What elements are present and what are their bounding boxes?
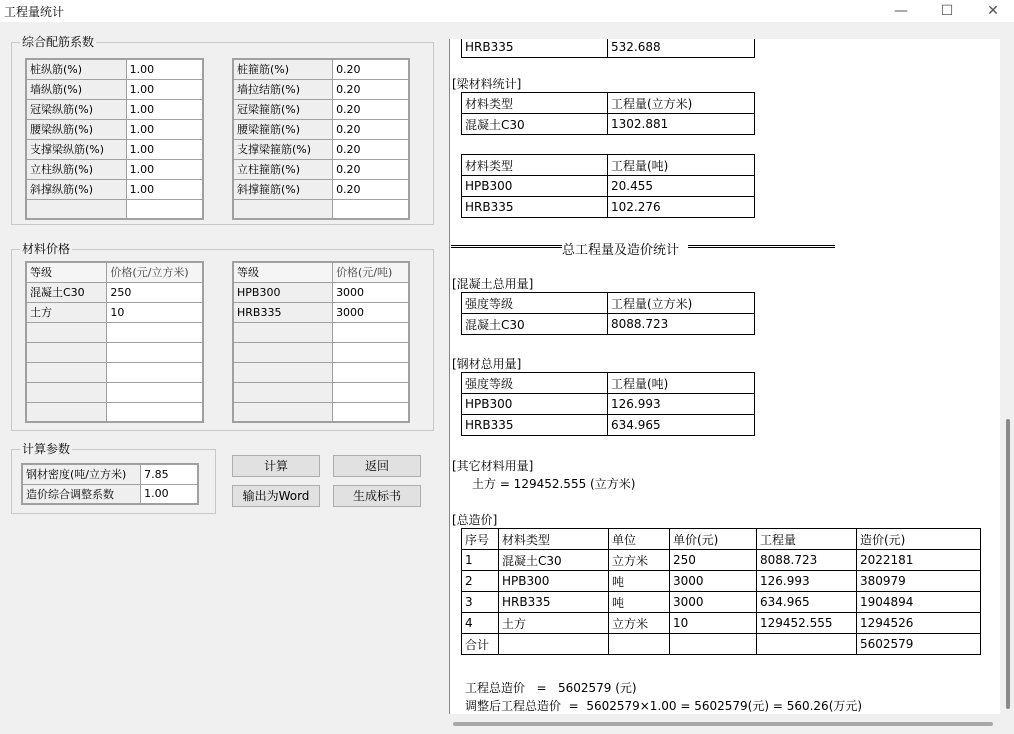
value-cell[interactable] (107, 362, 203, 382)
cell: 5602579 (857, 634, 981, 655)
concrete-total-title: [混凝土总用量] (452, 277, 534, 291)
table-row (233, 342, 409, 362)
beam-section-title: [梁材料统计] (452, 77, 522, 91)
table-row (462, 613, 981, 634)
cell: 材料类型 (462, 93, 608, 114)
cell (499, 634, 609, 655)
row-label[interactable]: 支撑梁纵筋(%) (26, 139, 126, 159)
cell: HRB335 (462, 415, 608, 436)
cell (757, 634, 857, 655)
table-row (26, 199, 203, 219)
table-row (233, 322, 409, 342)
export-word-button[interactable]: 输出为Word (232, 485, 320, 507)
divider (451, 245, 562, 248)
column-header: 价格(元/吨) (333, 262, 409, 282)
column-header: 单位 (609, 529, 670, 550)
table-row (26, 362, 203, 382)
cell: HRB335 (462, 39, 608, 58)
table-row (233, 79, 409, 99)
scroll-thumb[interactable] (453, 722, 993, 726)
cell: HRB335 (462, 197, 608, 218)
cell: 工程量(立方米) (608, 293, 755, 314)
value-cell[interactable]: 7.85 (141, 464, 198, 484)
row-label[interactable] (233, 342, 333, 362)
value-cell[interactable]: 1.00 (126, 159, 203, 179)
cell (609, 634, 670, 655)
cell: 3 (462, 592, 499, 613)
value-cell[interactable] (333, 362, 409, 382)
cell: 8088.723 (757, 550, 857, 571)
cell: 材料类型 (462, 155, 608, 176)
table-row (26, 59, 203, 79)
generate-bid-button[interactable]: 生成标书 (333, 485, 421, 507)
divider (688, 245, 835, 248)
cell: 532.688 (608, 39, 755, 58)
table-row (233, 179, 409, 199)
table-row (233, 99, 409, 119)
cell: 2022181 (857, 550, 981, 571)
calc-legend: 计算参数 (22, 442, 71, 456)
value-cell[interactable] (333, 342, 409, 362)
cell: 吨 (609, 571, 670, 592)
table-row (233, 59, 409, 79)
cell: HPB300 (462, 394, 608, 415)
concrete-total-table (461, 292, 755, 335)
cell: 3000 (670, 592, 757, 613)
table-row (233, 362, 409, 382)
cell: 混凝土C30 (499, 550, 609, 571)
cell: 1 (462, 550, 499, 571)
row-label[interactable] (26, 322, 107, 342)
table-row (26, 342, 203, 362)
row-label[interactable]: 造价综合调整系数 (22, 484, 141, 504)
row-label[interactable]: 墙拉结筋(%) (233, 79, 333, 99)
row-label[interactable]: 立柱纵筋(%) (26, 159, 126, 179)
cell: 102.276 (608, 197, 755, 218)
table-row (462, 550, 981, 571)
table-row (233, 302, 409, 322)
scroll-thumb[interactable] (1006, 419, 1010, 709)
table-row (26, 402, 203, 422)
price-left-grid[interactable] (25, 261, 204, 423)
value-cell[interactable]: 0.20 (333, 99, 409, 119)
cell: 126.993 (757, 571, 857, 592)
column-header: 造价(元) (857, 529, 981, 550)
value-cell[interactable]: 0.20 (333, 79, 409, 99)
value-cell[interactable]: 1.00 (126, 79, 203, 99)
report-top-table (461, 39, 755, 58)
cost-table (461, 528, 981, 655)
price-legend: 材料价格 (22, 242, 71, 256)
table-row (233, 282, 409, 302)
total-cost-line: 工程总造价 = 5602579 (元) (465, 681, 637, 695)
cell: 立方米 (609, 550, 670, 571)
table-row (462, 529, 981, 550)
cell (670, 634, 757, 655)
row-label[interactable]: 墙纵筋(%) (26, 79, 126, 99)
row-label[interactable]: 斜撑箍筋(%) (233, 179, 333, 199)
coef-left-grid[interactable] (25, 58, 204, 220)
row-label[interactable]: 钢材密度(吨/立方米) (22, 464, 141, 484)
calc-grid[interactable] (21, 463, 199, 505)
value-cell[interactable]: 0.20 (333, 139, 409, 159)
row-label[interactable]: 斜撑纵筋(%) (26, 179, 126, 199)
cell: 380979 (857, 571, 981, 592)
cell: 强度等级 (462, 373, 608, 394)
beam-steel-table (461, 154, 755, 218)
cell: 2 (462, 571, 499, 592)
table-row (233, 139, 409, 159)
row-label[interactable]: 桩箍筋(%) (233, 59, 333, 79)
row-label[interactable]: 立柱箍筋(%) (233, 159, 333, 179)
table-row (26, 119, 203, 139)
table-row (22, 484, 198, 504)
minimize-button[interactable]: — (894, 3, 908, 19)
value-cell[interactable]: 1.00 (126, 119, 203, 139)
value-cell[interactable] (107, 342, 203, 362)
value-cell[interactable]: 0.20 (333, 119, 409, 139)
cell: HRB335 (499, 592, 609, 613)
cell: 4 (462, 613, 499, 634)
cell: 8088.723 (608, 314, 755, 335)
cell: HPB300 (462, 176, 608, 197)
value-cell[interactable] (126, 199, 203, 219)
row-label[interactable]: 混凝土C30 (26, 282, 107, 302)
beam-concrete-table (461, 92, 755, 135)
cell: 250 (670, 550, 757, 571)
cell: HPB300 (499, 571, 609, 592)
value-cell[interactable] (333, 322, 409, 342)
report-view[interactable] (449, 39, 1000, 714)
table-row (26, 322, 203, 342)
cell: 126.993 (608, 394, 755, 415)
column-header: 工程量 (757, 529, 857, 550)
row-label[interactable]: 腰梁箍筋(%) (233, 119, 333, 139)
earthwork-line: 土方 = 129452.555 (立方米) (472, 477, 636, 491)
cell: 1302.881 (608, 114, 755, 135)
steel-total-title: [钢材总用量] (452, 357, 522, 371)
table-row (233, 382, 409, 402)
value-cell[interactable]: 1.00 (126, 59, 203, 79)
value-cell[interactable]: 250 (107, 282, 203, 302)
value-cell[interactable]: 1.00 (126, 139, 203, 159)
table-row (462, 571, 981, 592)
table-row (233, 199, 409, 219)
row-label[interactable]: 腰梁纵筋(%) (26, 119, 126, 139)
column-header: 序号 (462, 529, 499, 550)
row-label[interactable] (26, 382, 107, 402)
value-cell[interactable]: 0.20 (333, 59, 409, 79)
cell: 工程量(吨) (608, 155, 755, 176)
cell: 土方 (499, 613, 609, 634)
table-row (26, 262, 203, 282)
back-button[interactable]: 返回 (333, 455, 421, 477)
total-section-title: 总工程量及造价统计 (562, 243, 680, 258)
value-cell[interactable] (107, 402, 203, 422)
row-label[interactable]: HRB335 (233, 302, 333, 322)
row-label[interactable]: 冠梁箍筋(%) (233, 99, 333, 119)
maximize-button[interactable]: ☐ (940, 3, 954, 19)
table-row (26, 139, 203, 159)
table-row (233, 402, 409, 422)
row-label[interactable]: 冠梁纵筋(%) (26, 99, 126, 119)
close-button[interactable]: ✕ (987, 3, 999, 19)
cell: 强度等级 (462, 293, 608, 314)
table-row (26, 382, 203, 402)
row-label[interactable]: HPB300 (233, 282, 333, 302)
row-label[interactable] (26, 402, 107, 422)
column-header: 单价(元) (670, 529, 757, 550)
cell: 1904894 (857, 592, 981, 613)
table-row (26, 302, 203, 322)
value-cell[interactable] (333, 402, 409, 422)
row-label[interactable]: 桩纵筋(%) (26, 59, 126, 79)
table-row (233, 262, 409, 282)
cell: 混凝土C30 (462, 114, 608, 135)
table-row (22, 464, 198, 484)
coef-right-grid[interactable] (232, 58, 410, 220)
cell: 634.965 (608, 415, 755, 436)
other-materials-title: [其它材料用量] (452, 459, 534, 473)
table-row (26, 282, 203, 302)
row-label[interactable] (233, 322, 333, 342)
report-vertical-scrollbar[interactable] (1000, 39, 1014, 714)
row-label[interactable] (233, 402, 333, 422)
calculate-button[interactable]: 计算 (232, 455, 320, 477)
value-cell[interactable] (107, 322, 203, 342)
cell: 合计 (462, 634, 499, 655)
title-bar (0, 0, 1014, 22)
cell: 3000 (670, 571, 757, 592)
table-row (26, 179, 203, 199)
cell: 129452.555 (757, 613, 857, 634)
value-cell[interactable]: 1.00 (126, 99, 203, 119)
cell: 1294526 (857, 613, 981, 634)
value-cell[interactable]: 0.20 (333, 179, 409, 199)
cell: 吨 (609, 592, 670, 613)
column-header: 价格(元/立方米) (107, 262, 203, 282)
cost-title: [总造价] (452, 513, 498, 527)
table-row (233, 159, 409, 179)
value-cell[interactable]: 1.00 (141, 484, 198, 504)
table-row (462, 592, 981, 613)
cell: 634.965 (757, 592, 857, 613)
cell: 混凝土C30 (462, 314, 608, 335)
cell: 立方米 (609, 613, 670, 634)
column-header: 材料类型 (499, 529, 609, 550)
value-cell[interactable] (333, 382, 409, 402)
price-right-grid[interactable] (232, 261, 410, 423)
value-cell[interactable]: 0.20 (333, 159, 409, 179)
window-title: 工程量统计 (4, 5, 65, 19)
cell: 工程量(吨) (608, 373, 755, 394)
row-label[interactable] (233, 362, 333, 382)
row-label[interactable] (233, 382, 333, 402)
table-row (26, 99, 203, 119)
coef-legend: 综合配筋系数 (22, 35, 95, 49)
value-cell[interactable] (333, 199, 409, 219)
adjusted-cost-line: 调整后工程总造价 = 5602579×1.00 = 5602579(元) = 560.26(万元) (465, 699, 863, 713)
value-cell[interactable] (107, 382, 203, 402)
row-label[interactable] (26, 199, 126, 219)
row-label[interactable]: 支撑梁箍筋(%) (233, 139, 333, 159)
column-header: 等级 (233, 262, 333, 282)
row-label[interactable]: 土方 (26, 302, 107, 322)
value-cell[interactable]: 3000 (333, 302, 409, 322)
cell: 20.455 (608, 176, 755, 197)
cell: 10 (670, 613, 757, 634)
value-cell[interactable]: 1.00 (126, 179, 203, 199)
table-row (26, 79, 203, 99)
report-horizontal-scrollbar[interactable] (449, 714, 1014, 734)
steel-total-table (461, 372, 755, 436)
value-cell[interactable]: 10 (107, 302, 203, 322)
table-row (26, 159, 203, 179)
table-row (233, 119, 409, 139)
value-cell[interactable]: 3000 (333, 282, 409, 302)
table-row (462, 634, 981, 655)
row-label[interactable] (26, 342, 107, 362)
cell: 工程量(立方米) (608, 93, 755, 114)
column-header: 等级 (26, 262, 107, 282)
row-label[interactable] (233, 199, 333, 219)
row-label[interactable] (26, 362, 107, 382)
